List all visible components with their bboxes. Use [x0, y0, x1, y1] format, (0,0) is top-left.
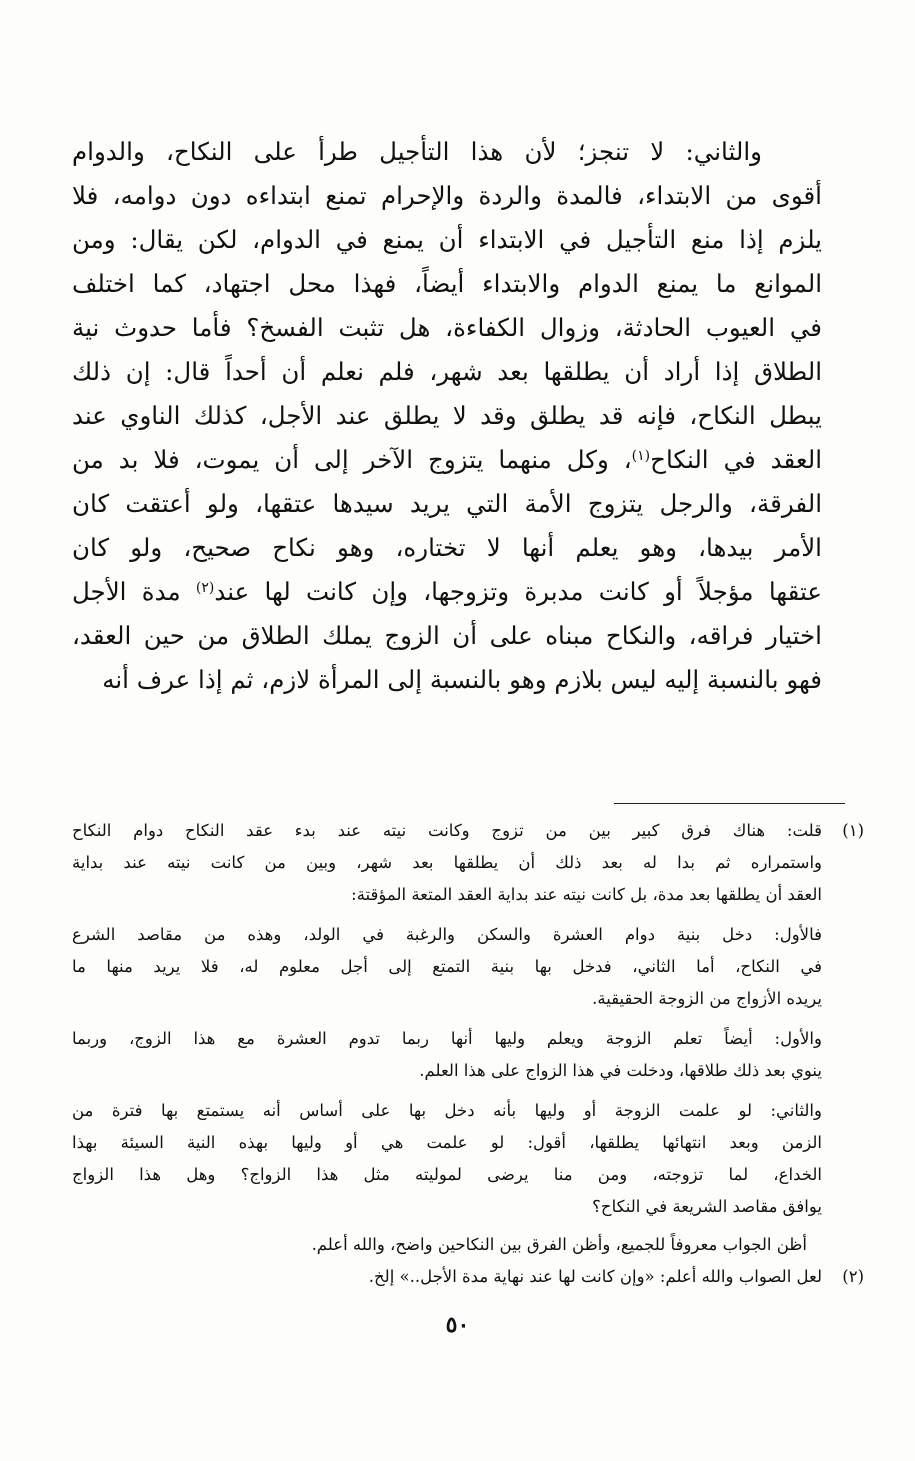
page-number: ٥٠ — [445, 1312, 470, 1338]
footnote-line: الخداع، لما تزوجته، ومن منا يرضى لموليته مثل هذا الزواج؟ وهل هذا الزواج — [72, 1165, 822, 1184]
footnote-line: في النكاح، أما الثاني، فدخل بها بنية التمتع إلى أجل معلوم له، فلا يريد منها ما — [72, 957, 822, 976]
footnote-line: لعل الصواب والله أعلم: «وإن كانت لها عند نهاية مدة الأجل..» إلخ. — [368, 1267, 822, 1286]
footnote-line: أظن الجواب معروفاً للجميع، وأظن الفرق بين النكاحين واضح، والله أعلم. — [311, 1235, 807, 1254]
footnote-number-1: (١) — [842, 821, 864, 840]
footnote-line: الزمن وبعد انتهائها يطلقها، أقول: لو علمت هي أو وليها بهذه النية السيئة بهذا — [72, 1133, 822, 1152]
text-line — [72, 570, 822, 614]
footnote-line: والثاني: لو علمت الزوجة أو وليها بأنه دخل بها على أساس أنه يستمتع بها فترة من — [72, 1101, 822, 1120]
footnote-line: العقد أن يطلقها بعد مدة، بل كانت نيته عند بداية العقد المتعة المؤقتة: — [351, 885, 822, 904]
text-line: الموانع ما يمنع الدوام والابتداء أيضاً، فهذا محل اجتهاد، كما اختلف — [72, 269, 822, 298]
text-line: الطلاق إذا أراد أن يطلقها بعد شهر، فلم نعلم أن أحداً قال: إن ذلك — [72, 357, 822, 386]
footnote-line: يوافق مقاصد الشريعة في النكاح؟ — [592, 1197, 822, 1216]
footnote-line: قلت: هناك فرق كبير بين من تزوج وكانت نيته عند بدء عقد النكاح دوام النكاح — [72, 821, 822, 840]
text-line: الفرقة، والرجل يتزوج الأمة التي يريد سيدها عتقها، ولو أعتقت كان — [72, 489, 822, 518]
footnote-line: ينوي بعد ذلك طلاقها، ودخلت في هذا الزواج على هذا العلم. — [419, 1061, 822, 1080]
text-segment: ، وكل منهما يتزوج الآخر إلى أن يموت، فلا بد من — [72, 445, 632, 474]
text-segment: مدة الأجل — [72, 577, 196, 606]
footnote-separator — [614, 803, 845, 804]
text-line: الأمر بيدها، وهو يعلم أنها لا تختاره، وهو نكاح صحيح، ولو كان — [72, 533, 822, 562]
footnote-line: واستمراره ثم بدا له بعد ذلك أن يطلقها بعد شهر، وبين من كانت نيته عند بداية — [72, 853, 822, 872]
text-line: أقوى من الابتداء، فالمدة والردة والإحرام تمنع ابتداءه دون دوامه، فلا — [72, 181, 822, 210]
footnote-line: يريده الأزواج من الزوجة الحقيقية. — [592, 989, 822, 1008]
text-line: يبطل النكاح، فإنه قد يطلق وقد لا يطلق عند الأجل، كذلك الناوي عند — [72, 401, 822, 430]
footnote-line: والأول: أيضاً تعلم الزوجة ويعلم وليها أنها ربما تدوم العشرة مع هذا الزوج، وربما — [72, 1029, 822, 1048]
footnote-number-2: (٢) — [842, 1267, 864, 1286]
text-line: اختيار فراقه، والنكاح مبناه على أن الزوج يملك الطلاق من حين العقد، — [72, 621, 822, 650]
text-segment: العقد في النكاح — [650, 445, 823, 474]
text-line: يلزم إذا منع التأجيل في الابتداء أن يمنع في الدوام، لكن يقال: ومن — [72, 225, 822, 254]
text-line: والثاني: لا تنجز؛ لأن هذا التأجيل طرأ على النكاح، والدوام — [72, 137, 762, 166]
text-line: فهو بالنسبة إليه ليس بلازم وهو بالنسبة إلى المرأة لازم، ثم إذا عرف أنه — [102, 665, 822, 694]
footnote-ref-2[interactable]: (٢) — [195, 580, 215, 596]
footnote-line: فالأول: دخل بنية دوام العشرة والسكن والرغبة في الولد، وهذه من مقاصد الشرع — [72, 925, 822, 944]
text-line: في العيوب الحادثة، وزوال الكفاءة، هل تثبت الفسخ؟ فأما حدوث نية — [72, 313, 822, 342]
text-segment: عتقها مؤجلاً أو كانت مدبرة وتزوجها، وإن كانت لها عند — [214, 577, 823, 606]
footnote-ref-1[interactable]: (١) — [631, 448, 651, 464]
text-line — [72, 438, 822, 482]
